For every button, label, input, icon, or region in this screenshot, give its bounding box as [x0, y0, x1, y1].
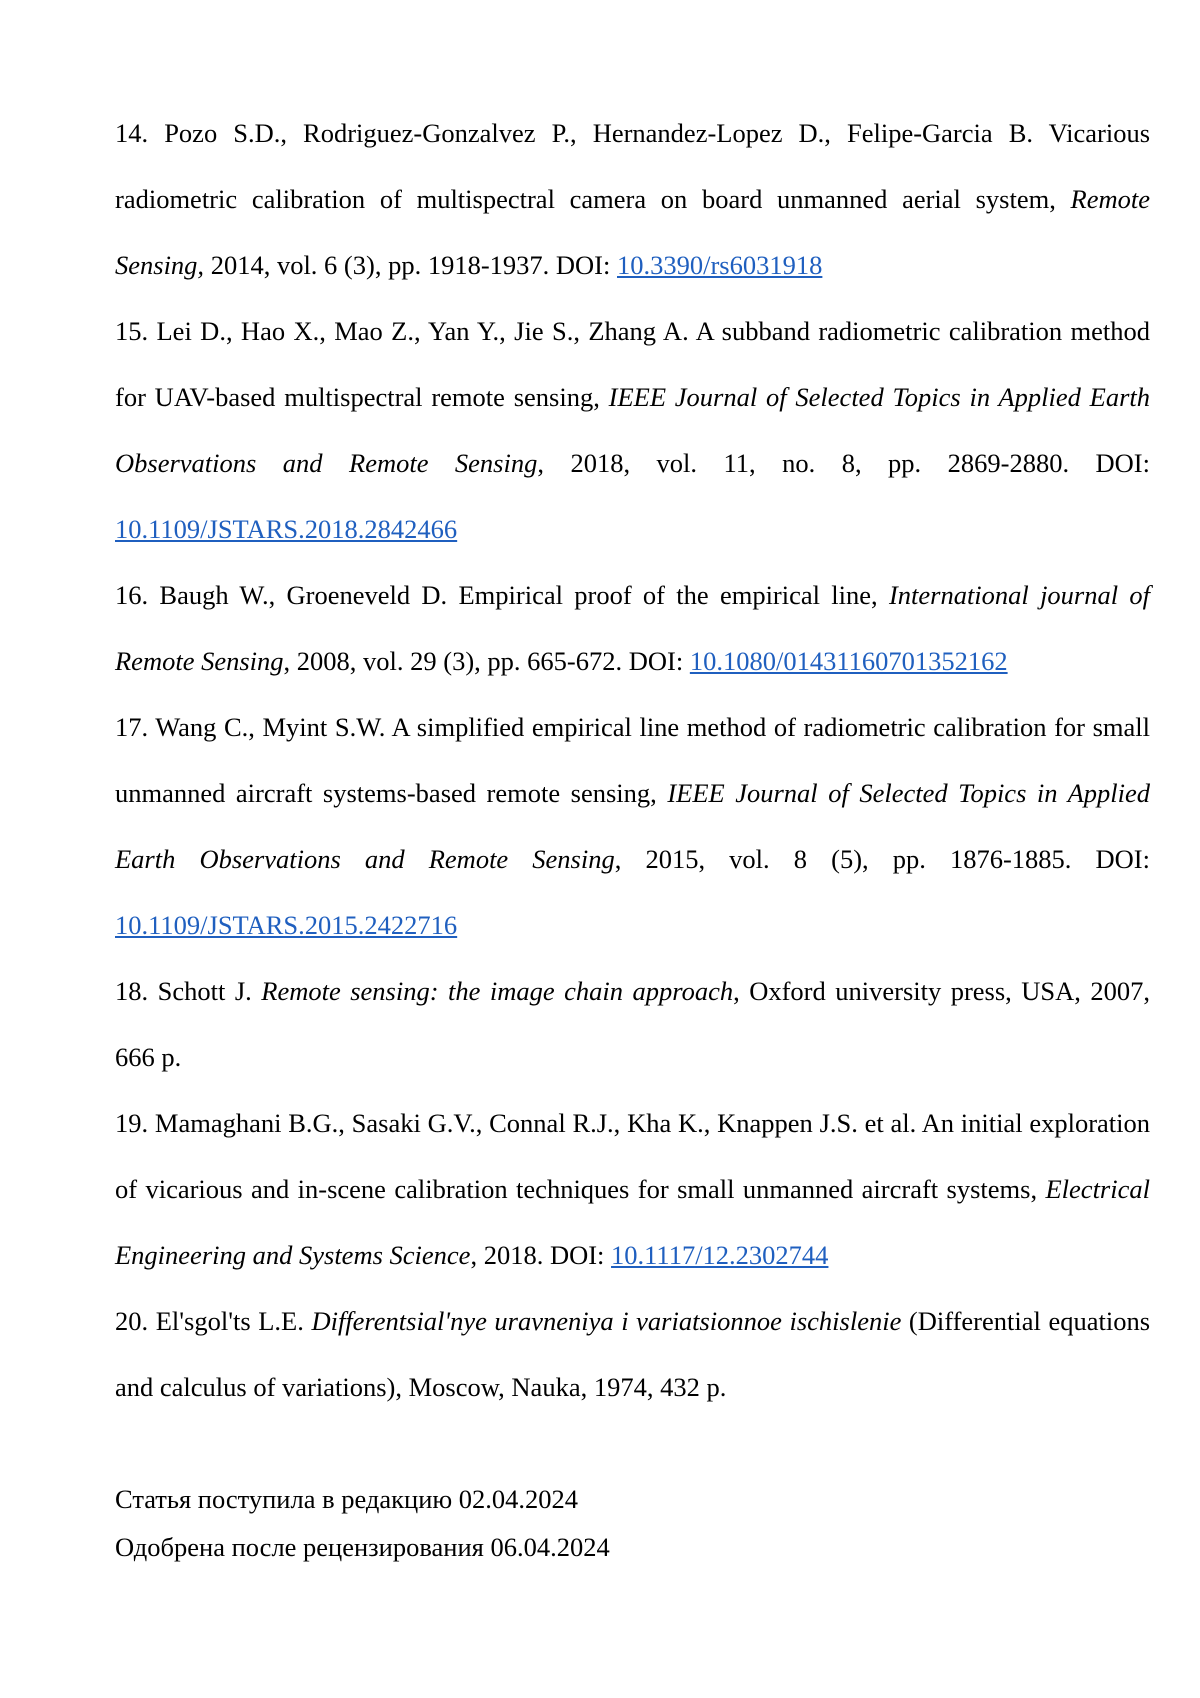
- received-date: Статья поступила в редакцию 02.04.2024: [115, 1484, 579, 1514]
- reference-details: 2014, vol. 6 (3), pp. 1918-1937. DOI:: [204, 250, 617, 280]
- reference-journal: IEEE Journal of Selected Topics in Applied Earth Observations and Remote Sensing: [115, 382, 1151, 478]
- reference-title: [252, 976, 262, 1006]
- reference-authors: Mamaghani B.G., Sasaki G.V., Connal R.J., Kha K., Knappen J.S. et al.: [154, 1108, 917, 1138]
- reference-title: Empirical proof of the empirical line,: [447, 580, 889, 610]
- reference-journal: Remote Sensing,: [115, 184, 1150, 280]
- reference-title: A subband radiometric calibration method for UAV-based multispectral remote sensing,: [115, 316, 1150, 412]
- doi-link[interactable]: 10.1080/01431160701352162: [689, 646, 1008, 676]
- reference-list: [115, 100, 1150, 1420]
- doi-link[interactable]: 10.1109/JSTARS.2018.2842466: [115, 514, 458, 544]
- reference-authors: Baugh W., Groeneveld D.: [159, 580, 448, 610]
- article-dates: [115, 1475, 1150, 1571]
- reference-title: Vicarious radiometric calibration of multispectral camera on board unmanned aerial system,: [115, 118, 1151, 214]
- approved-date: Одобрена после рецензирования 06.04.2024: [115, 1532, 610, 1562]
- reference-details: , 2018. DOI:: [470, 1240, 612, 1270]
- reference-15: [115, 298, 1150, 562]
- doi-link[interactable]: 10.1117/12.2302744: [611, 1240, 829, 1270]
- reference-journal: International journal of Remote Sensing: [115, 580, 1151, 676]
- reference-18: [115, 958, 1150, 1090]
- reference-number: 20.: [115, 1306, 149, 1336]
- doi-link[interactable]: 10.1109/JSTARS.2015.2422716: [115, 910, 458, 940]
- reference-number: 16.: [115, 580, 149, 610]
- reference-20: [115, 1288, 1150, 1420]
- reference-number: 19.: [115, 1108, 149, 1138]
- reference-number: 15.: [115, 316, 149, 346]
- reference-19: [115, 1090, 1150, 1288]
- reference-title: An initial exploration of vicarious and in-scene calibration techniques for small unmanned aircraft systems,: [115, 1108, 1151, 1204]
- reference-journal: Electrical Engineering and Systems Science: [115, 1174, 1150, 1270]
- doi-link[interactable]: 10.3390/rs6031918: [617, 250, 823, 280]
- reference-number: 18.: [115, 976, 149, 1006]
- reference-details: , 2008, vol. 29 (3), pp. 665-672. DOI:: [283, 646, 690, 676]
- reference-journal: IEEE Journal of Selected Topics in Applied Earth Observations and Remote Sensing: [115, 778, 1150, 874]
- reference-number: 17.: [115, 712, 149, 742]
- reference-title: A simplified empirical line method of radiometric calibration for small unmanned aircraft systems-based remote sensing,: [115, 712, 1150, 808]
- reference-16: [115, 562, 1150, 694]
- reference-details: , Oxford university press, USA, 2007, 666 p.: [115, 976, 1151, 1072]
- reference-authors: El'sgol'ts L.E.: [155, 1306, 304, 1336]
- reference-journal: Differentsial'nye uravneniya i variatsionnoe ischislenie: [311, 1306, 902, 1336]
- reference-details: , 2018, vol. 11, no. 8, pp. 2869-2880. DOI:: [537, 448, 1150, 478]
- reference-17: [115, 694, 1150, 958]
- reference-authors: Lei D., Hao X., Mao Z., Yan Y., Jie S., Zhang A.: [156, 316, 689, 346]
- reference-details: , 2015, vol. 8 (5), pp. 1876-1885. DOI:: [614, 844, 1150, 874]
- reference-authors: Schott J.: [157, 976, 252, 1006]
- reference-authors: Pozo S.D., Rodriguez-Gonzalvez P., Hernandez-Lopez D., Felipe-Garcia B.: [164, 118, 1033, 148]
- reference-details: (Differential equations and calculus of variations), Moscow, Nauka, 1974, 432 p.: [115, 1306, 1151, 1402]
- reference-14: [115, 100, 1150, 298]
- reference-authors: Wang C., Myint S.W.: [155, 712, 386, 742]
- reference-number: 14.: [115, 118, 149, 148]
- reference-journal: Remote sensing: the image chain approach: [261, 976, 734, 1006]
